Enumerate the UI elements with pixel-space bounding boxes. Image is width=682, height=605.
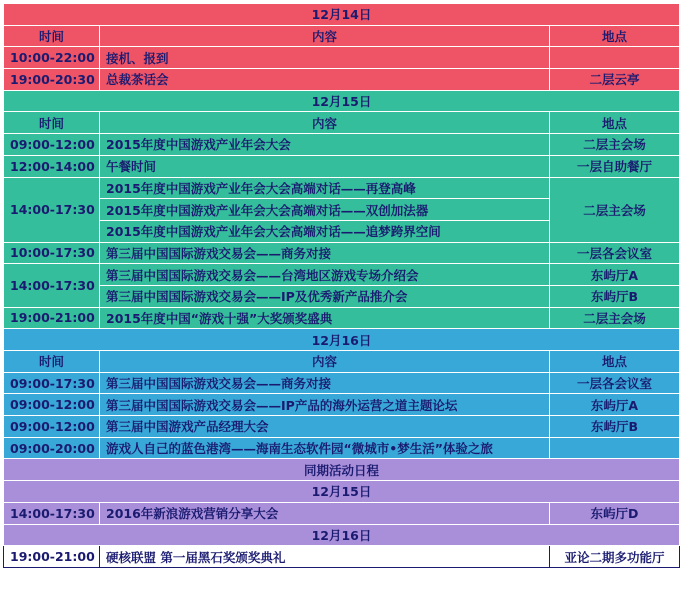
header-row bbox=[4, 25, 680, 47]
schedule-row bbox=[4, 134, 680, 156]
time-cell: 09:00-17:30 bbox=[4, 372, 100, 394]
content-cell: 2015年度中国游戏产业年会大会高端对话——双创加法器 bbox=[100, 199, 550, 221]
date-heading: 12月16日 bbox=[4, 329, 680, 351]
schedule-row bbox=[4, 155, 680, 177]
time-cell: 09:00-20:00 bbox=[4, 437, 100, 459]
place-cell: 二层主会场 bbox=[550, 177, 680, 242]
header-row bbox=[4, 112, 680, 134]
schedule-row bbox=[4, 437, 680, 459]
schedule-row bbox=[4, 546, 680, 568]
time-cell: 19:00-21:00 bbox=[4, 307, 100, 329]
content-cell: 总裁茶话会 bbox=[100, 69, 550, 91]
content-cell: 午餐时间 bbox=[100, 155, 550, 177]
schedule-row bbox=[4, 177, 680, 199]
time-cell: 14:00-17:30 bbox=[4, 264, 100, 307]
time-cell: 12:00-14:00 bbox=[4, 155, 100, 177]
schedule-row bbox=[4, 47, 680, 69]
schedule-row bbox=[4, 372, 680, 394]
date-row-concurrent-dec16 bbox=[4, 524, 680, 546]
place-cell bbox=[550, 437, 680, 459]
place-header: 地点 bbox=[550, 25, 680, 47]
place-cell: 二层云亭 bbox=[550, 69, 680, 91]
schedule-row bbox=[4, 69, 680, 91]
content-cell: 游戏人自己的蓝色港湾——海南生态软件园“微城市•梦生活”体验之旅 bbox=[100, 437, 550, 459]
content-cell: 第三届中国国际游戏交易会——台湾地区游戏专场介绍会 bbox=[100, 264, 550, 286]
content-header: 内容 bbox=[100, 25, 550, 47]
place-cell: 东屿厅A bbox=[550, 394, 680, 416]
content-header: 内容 bbox=[100, 112, 550, 134]
place-cell: 二层主会场 bbox=[550, 134, 680, 156]
time-cell: 14:00-17:30 bbox=[4, 502, 100, 524]
date-row-dec15 bbox=[4, 90, 680, 112]
event-schedule-table bbox=[3, 3, 680, 568]
time-cell: 09:00-12:00 bbox=[4, 394, 100, 416]
content-cell: 第三届中国国际游戏交易会——IP及优秀新产品推介会 bbox=[100, 285, 550, 307]
place-cell: 东屿厅B bbox=[550, 416, 680, 438]
date-heading: 12月15日 bbox=[4, 481, 680, 503]
content-header: 内容 bbox=[100, 351, 550, 373]
date-row-dec16 bbox=[4, 329, 680, 351]
schedule-row bbox=[4, 242, 680, 264]
place-cell bbox=[550, 47, 680, 69]
time-cell: 09:00-12:00 bbox=[4, 416, 100, 438]
place-cell: 二层主会场 bbox=[550, 307, 680, 329]
content-cell: 2015年度中国游戏产业年会大会 bbox=[100, 134, 550, 156]
content-cell: 2015年度中国游戏产业年会大会高端对话——再登高峰 bbox=[100, 177, 550, 199]
place-cell: 亚论二期多功能厅 bbox=[550, 546, 680, 568]
schedule-row bbox=[4, 264, 680, 286]
place-cell: 一层自助餐厅 bbox=[550, 155, 680, 177]
schedule-row bbox=[4, 502, 680, 524]
place-header: 地点 bbox=[550, 351, 680, 373]
section-title: 同期活动日程 bbox=[4, 459, 680, 481]
place-cell: 东屿厅B bbox=[550, 285, 680, 307]
date-heading: 12月14日 bbox=[4, 4, 680, 26]
place-cell: 一层各会议室 bbox=[550, 372, 680, 394]
date-row-concurrent-dec15 bbox=[4, 481, 680, 503]
schedule-row bbox=[4, 285, 680, 307]
content-cell: 2015年度中国“游戏十强”大奖颁奖盛典 bbox=[100, 307, 550, 329]
concurrent-title-row bbox=[4, 459, 680, 481]
place-header: 地点 bbox=[550, 112, 680, 134]
content-cell: 硬核联盟 第一届黑石奖颁奖典礼 bbox=[100, 546, 550, 568]
header-row bbox=[4, 351, 680, 373]
time-cell: 19:00-20:30 bbox=[4, 69, 100, 91]
time-cell: 19:00-21:00 bbox=[4, 546, 100, 568]
time-cell: 09:00-12:00 bbox=[4, 134, 100, 156]
schedule-row bbox=[4, 307, 680, 329]
place-cell: 一层各会议室 bbox=[550, 242, 680, 264]
time-cell: 10:00-17:30 bbox=[4, 242, 100, 264]
place-cell: 东屿厅A bbox=[550, 264, 680, 286]
time-header: 时间 bbox=[4, 25, 100, 47]
content-cell: 2015年度中国游戏产业年会大会高端对话——追梦跨界空间 bbox=[100, 220, 550, 242]
schedule-row bbox=[4, 416, 680, 438]
content-cell: 2016年新浪游戏营销分享大会 bbox=[100, 502, 550, 524]
content-cell: 第三届中国国际游戏交易会——IP产品的海外运营之道主题论坛 bbox=[100, 394, 550, 416]
date-heading: 12月15日 bbox=[4, 90, 680, 112]
content-cell: 接机、报到 bbox=[100, 47, 550, 69]
place-cell: 东屿厅D bbox=[550, 502, 680, 524]
time-header: 时间 bbox=[4, 112, 100, 134]
content-cell: 第三届中国国际游戏交易会——商务对接 bbox=[100, 372, 550, 394]
time-cell: 14:00-17:30 bbox=[4, 177, 100, 242]
date-heading: 12月16日 bbox=[4, 524, 680, 546]
time-cell: 10:00-22:00 bbox=[4, 47, 100, 69]
date-row-dec14 bbox=[4, 4, 680, 26]
time-header: 时间 bbox=[4, 351, 100, 373]
content-cell: 第三届中国游戏产品经理大会 bbox=[100, 416, 550, 438]
content-cell: 第三届中国国际游戏交易会——商务对接 bbox=[100, 242, 550, 264]
schedule-row bbox=[4, 394, 680, 416]
